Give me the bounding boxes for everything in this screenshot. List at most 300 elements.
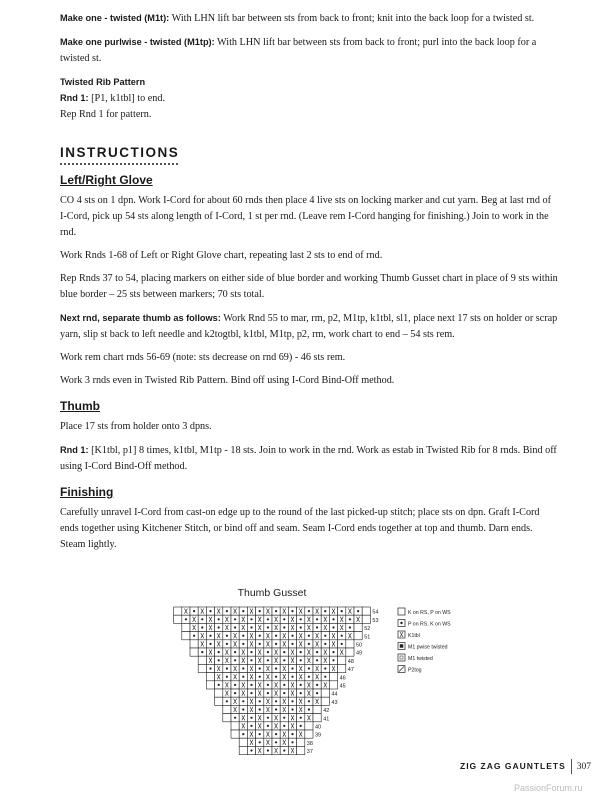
purl-dot [193,610,195,612]
purl-dot [283,659,285,661]
chart-cell [256,615,264,623]
purl-dot [349,618,351,620]
chart-cell [215,648,223,656]
purl-dot [250,692,252,694]
chart-cell [239,681,247,689]
round-number: 48 [347,658,354,665]
chart-cell [247,640,255,648]
round-number: 52 [364,626,371,633]
round-number: 42 [323,708,330,715]
chart-cell [288,722,296,730]
twist-symbol [217,674,220,679]
purl-dot [242,610,244,612]
chart-cell [272,648,280,656]
twist-symbol [209,658,212,663]
twist-symbol [225,682,228,687]
chart-cell [190,640,198,648]
purl-dot [242,676,244,678]
twist-symbol [201,633,204,638]
twist-symbol [299,699,302,704]
purl-dot [324,635,326,637]
chart-cell [321,689,329,697]
chart-cell [256,648,264,656]
purl-dot [308,643,310,645]
chart-cell [264,722,272,730]
chart-cell [264,623,272,631]
round-number: 50 [356,642,363,649]
chart-cell [321,681,329,689]
chart-cell [321,664,329,672]
chart-cell [305,673,313,681]
chart-cell [305,664,313,672]
twist-symbol [242,625,245,630]
chart-cell [264,738,272,746]
purl-dot [234,618,236,620]
chart-cell [272,681,280,689]
twist-symbol [283,666,286,671]
chart-cell [182,615,190,623]
term-text: With LHN lift bar between sts from back to front; purl into the back loop for a twisted st. [60,37,537,64]
round-number: 39 [315,732,322,739]
chart-cell [338,623,346,631]
chart-cell [198,656,206,664]
purl-dot [234,717,236,719]
purl-dot [234,651,236,653]
purl-dot [201,651,203,653]
twist-symbol [332,633,335,638]
chart-cell [247,689,255,697]
chart-cell [321,648,329,656]
purl-dot [300,618,302,620]
twist-symbol [283,609,286,614]
twist-symbol [217,641,220,646]
purl-dot [341,635,343,637]
twist-symbol [307,617,310,622]
chart-cell [280,681,288,689]
chart-cell [272,697,280,705]
term-text: With LHN lift bar between sts from back to front; knit into the back loop for a twisted st. [169,13,535,24]
purl-dot [291,741,293,743]
chart-cell [231,730,239,738]
twist-symbol [234,633,237,638]
chart-cell [231,607,239,615]
twist-symbol [217,666,220,671]
chart-cell [346,648,354,656]
purl-dot [291,708,293,710]
chart-cell [215,681,223,689]
twist-symbol [283,674,286,679]
chart-cell [288,640,296,648]
purl-dot [316,659,318,661]
purl-dot [349,626,351,628]
chart-cell [256,746,264,754]
chart-cell [223,689,231,697]
twist-symbol [291,658,294,663]
purl-dot [226,643,228,645]
chart-cell [256,730,264,738]
twist-symbol [291,682,294,687]
chart-cell [264,730,272,738]
chart-cell [329,607,337,615]
purl-dot [250,618,252,620]
chart-cell [346,623,354,631]
chart-cell [305,705,313,713]
legend-swatch [398,654,405,661]
chart-cell [288,746,296,754]
legend-twist [400,632,403,637]
twist-symbol [258,617,261,622]
purl-dot [209,667,211,669]
chart-cell [346,615,354,623]
chart-cell [297,632,305,640]
chart-cell [247,615,255,623]
twist-symbol [209,617,212,622]
purl-dot [234,692,236,694]
chart-cell [223,705,231,713]
purl-dot [300,626,302,628]
chart-cell [321,632,329,640]
chart-cell [297,689,305,697]
purl-dot [275,708,277,710]
purl-dot [300,684,302,686]
twist-symbol [217,609,220,614]
chart-cell [239,722,247,730]
twist-symbol [242,682,245,687]
chart-cell [288,632,296,640]
twist-symbol [250,609,253,614]
round-number: 51 [364,634,371,641]
purl-dot [234,684,236,686]
legend-swatch [398,620,405,627]
chart-cell [272,656,280,664]
chart-cell [297,640,305,648]
purl-dot [242,667,244,669]
purl-dot [316,651,318,653]
twist-symbol [348,609,351,614]
twist-symbol [201,641,204,646]
twist-symbol [324,617,327,622]
purl-dot [185,618,187,620]
chart-cell [329,648,337,656]
twist-symbol [316,633,319,638]
chart-cell [190,623,198,631]
twist-symbol [209,650,212,655]
chart-cell [264,714,272,722]
chart-cell [280,648,288,656]
chart-cell [256,664,264,672]
twist-symbol [258,625,261,630]
chart-cell [297,730,305,738]
chart-cell [329,656,337,664]
glove-para-5: Work rem chart rnds 56-69 (note: sts decrease on rnd 69) - 46 sts rem. [60,352,346,363]
chart-cell [231,681,239,689]
purl-dot [275,635,277,637]
twisted-rib-repeat: Rep Rnd 1 for pattern. [60,109,152,120]
twist-symbol [307,682,310,687]
chart-cell [231,664,239,672]
purl-dot [332,659,334,661]
chart-cell [338,640,346,648]
chart-cell [239,656,247,664]
chart-cell [247,746,255,754]
chart-cell [223,623,231,631]
purl-dot [275,667,277,669]
purl-dot [275,741,277,743]
purl-dot [283,618,285,620]
purl-dot [283,651,285,653]
chart-cell [288,730,296,738]
purl-dot [267,692,269,694]
purl-dot [275,676,277,678]
chart-cell [305,632,313,640]
chart-cell [264,656,272,664]
chart-cell [288,697,296,705]
purl-dot [259,700,261,702]
chart-cell [215,632,223,640]
purl-dot [209,643,211,645]
chart-cell [272,640,280,648]
chart-cell [231,714,239,722]
chart-cell [231,656,239,664]
chart-cell [313,615,321,623]
round-number: 47 [347,667,354,674]
chart-cell [280,623,288,631]
chart-cell [256,705,264,713]
chart-cell [231,648,239,656]
chart-cell [256,656,264,664]
chart-cell [272,623,280,631]
purl-dot [300,659,302,661]
chart-cell [215,615,223,623]
purl-dot [291,700,293,702]
twist-symbol [225,658,228,663]
footer-divider [571,759,572,774]
chart-cell [256,673,264,681]
chart-cell [223,648,231,656]
purl-dot [267,651,269,653]
chart-cell [239,689,247,697]
term-label: Make one - twisted (M1t): [60,13,170,23]
chart-cell [329,623,337,631]
chart-cell [297,615,305,623]
chart-cell [288,648,296,656]
chart-cell [215,697,223,705]
chart-cell [288,738,296,746]
chart-cell [182,623,190,631]
purl-dot [242,635,244,637]
chart-cell [264,607,272,615]
purl-dot [259,643,261,645]
purl-dot [341,643,343,645]
chart-cell [206,623,214,631]
twist-symbol [340,617,343,622]
purl-dot [218,651,220,653]
round-number: 37 [306,749,313,756]
chart-cell [239,705,247,713]
chart-cell [247,738,255,746]
twist-symbol [242,691,245,696]
chart-cell [313,607,321,615]
chart-cell [174,607,182,615]
twist-symbol [250,641,253,646]
page-footer [460,759,591,774]
chart-cell [280,656,288,664]
round-number: 49 [356,650,363,657]
glove-para-1: CO 4 sts on 1 dpn. Work I-Cord for about 60 rnds then place 4 live sts on locking marker and cut yarn. Beg at last rnd of I-Cord, pick up 54 sts along length of I-Cord, 1 st per rnd. (Leave rem I-Cord hanging for finishing.) Join to work in the rnd. [60,195,552,238]
twist-symbol [266,699,269,704]
chart-cell [198,648,206,656]
chart-cell [354,615,362,623]
chart-cell [280,714,288,722]
chart-cell [190,648,198,656]
twist-symbol [275,691,278,696]
chart-cell [338,607,346,615]
legend-swatch [398,643,405,650]
twist-symbol [275,625,278,630]
twist-symbol [266,674,269,679]
rnd-text: [K1tbl, p1] 8 times, k1tbl, M1tp - 18 sts. Join to work in the rnd. Work as estab in Twisted Rib for 8 rnds. Bind off using I-Cord Bind-Off method. [60,445,557,472]
chart-cell [272,730,280,738]
chart-cell [231,697,239,705]
chart-cell [321,607,329,615]
legend-label: K on RS, P on WS [408,610,451,616]
rnd-text: [P1, k1tbl] to end. [88,93,165,104]
legend-label: P2tog [408,667,422,674]
chart-cell [231,632,239,640]
purl-dot [234,659,236,661]
twist-symbol [225,691,228,696]
round-number: 46 [339,675,346,682]
twist-symbol [316,666,319,671]
chart-cell [239,697,247,705]
purl-dot [259,733,261,735]
twist-symbol [184,609,187,614]
chart-cell [231,722,239,730]
purl-dot [291,667,293,669]
next-rnd-label: Next rnd, separate thumb as follows: [60,313,221,323]
chart-cell [272,714,280,722]
chart-cell [321,697,329,705]
purl-dot [242,700,244,702]
chart-cell [206,607,214,615]
chart-cell [329,615,337,623]
chart-cell [280,673,288,681]
chart-cell [182,607,190,615]
chart-cell [288,689,296,697]
legend-m1 [400,645,403,648]
purl-dot [324,667,326,669]
purl-dot [316,684,318,686]
chart-cell [305,607,313,615]
chart-cell [272,664,280,672]
twist-symbol [307,658,310,663]
chart-cell [288,615,296,623]
chart-cell [313,648,321,656]
chart-cell [280,640,288,648]
twist-symbol [258,723,261,728]
legend-swatch [398,666,405,673]
chart-cell [264,697,272,705]
twist-symbol [250,666,253,671]
chart-cell [231,615,239,623]
chart-cell [272,632,280,640]
chart-cell [280,664,288,672]
purl-dot [267,725,269,727]
twist-symbol [258,650,261,655]
legend-label: M1 pwise twisted [408,644,448,651]
chart-cell [247,697,255,705]
twist-symbol [332,666,335,671]
chart-cell [247,681,255,689]
twisted-rib-rnd1 [60,90,560,107]
chart-cell [190,607,198,615]
chart-cell [288,623,296,631]
purl-dot [300,651,302,653]
chart-cell [288,705,296,713]
twist-symbol [324,650,327,655]
twist-symbol [201,609,204,614]
twist-symbol [234,707,237,712]
purl-dot [259,635,261,637]
chart-cell [305,689,313,697]
chart-cell [280,705,288,713]
purl-dot [316,626,318,628]
chart-cell [346,607,354,615]
page-content [60,10,560,560]
purl-dot [226,700,228,702]
chart-cell [215,664,223,672]
purl-dot [226,635,228,637]
chart-cell [305,714,313,722]
chart-cell [239,738,247,746]
chart-cell [264,615,272,623]
rnd-label: Rnd 1: [60,445,89,455]
chart-cell [280,615,288,623]
chart-cell [297,607,305,615]
chart-cell [256,681,264,689]
chart-cell [321,656,329,664]
purl-dot [308,708,310,710]
purl-dot [308,635,310,637]
chart-cell [247,664,255,672]
chart-cell [256,689,264,697]
twist-symbol [299,732,302,737]
chart-cell [338,656,346,664]
chart-cell [329,673,337,681]
chart-cell [272,689,280,697]
chart-cell [264,746,272,754]
chart-cell [215,640,223,648]
twist-symbol [234,666,237,671]
chart-cell [272,746,280,754]
chart-cell [297,714,305,722]
chart-cell [190,632,198,640]
legend-dot [400,622,402,624]
chart-cell [239,615,247,623]
chart-cell [182,632,190,640]
chart-cell [313,632,321,640]
chart-cell [239,648,247,656]
purl-dot [193,635,195,637]
twist-symbol [266,641,269,646]
chart-cell [256,623,264,631]
chart-cell [354,632,362,640]
purl-dot [250,725,252,727]
chart-cell [223,673,231,681]
page-number: 307 [576,761,592,772]
twist-symbol [332,609,335,614]
twist-symbol [266,633,269,638]
